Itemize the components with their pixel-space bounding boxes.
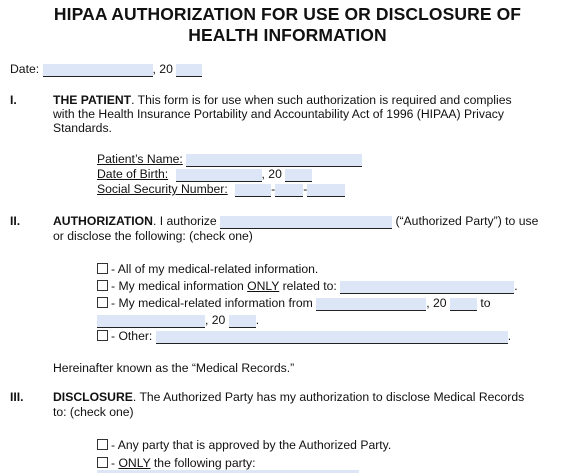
section-2-numeral: II. [10, 214, 21, 228]
date-label: Date: [10, 62, 40, 76]
checkbox-only-related[interactable] [97, 280, 108, 291]
option-other-period: . [507, 329, 512, 343]
section-1-line-1 [53, 93, 512, 107]
disclosure-any-label: - Any party that is approved by the Authorized Party. [111, 438, 392, 452]
ssn-dash-2: - [303, 182, 308, 196]
range-from-year-prefix: , 20 [426, 296, 447, 310]
ssn-row [97, 182, 345, 197]
authorization-option-only [97, 279, 518, 294]
ssn-label: Social Security Number: [97, 182, 228, 196]
document-title-line-1: HIPAA AUTHORIZATION FOR USE OR DISCLOSURE OF [53, 4, 522, 24]
section-3-text-1: . The Authorized Party has my authorization to disclose Medical Records [132, 390, 525, 404]
section-3-line-2: to: (check one) [53, 405, 134, 419]
date-row [10, 62, 202, 77]
patient-name-field[interactable] [186, 154, 362, 167]
ssn-part-3-field[interactable] [307, 184, 345, 197]
checkbox-date-range[interactable] [97, 297, 108, 308]
section-2-heading: AUTHORIZATION [53, 214, 153, 228]
authorized-party-field[interactable] [220, 216, 392, 229]
disclosure-option-only [97, 456, 256, 470]
other-field[interactable] [156, 331, 508, 344]
date-year-prefix: , 20 [152, 62, 173, 76]
checkbox-any-party[interactable] [97, 439, 108, 450]
document-title-line-2: HEALTH INFORMATION [188, 25, 387, 45]
authorization-option-date-range-cont [97, 313, 259, 328]
authorization-option-date-range [97, 296, 491, 311]
disclosure-option-any [97, 438, 391, 452]
section-3-numeral: III. [10, 390, 24, 404]
section-2-authorize-text: . I authorize [152, 214, 217, 228]
dob-label: Date of Birth: [97, 167, 169, 181]
section-2-line-1 [53, 214, 538, 229]
section-1-line-2: with the Health Insurance Portability and Accountability Act of 1996 (HIPAA) Privacy [53, 107, 504, 121]
section-1-numeral: I. [10, 93, 17, 107]
range-to-field[interactable] [97, 315, 205, 328]
section-1-text-1: . This form is for use when such authorization is required and complies [131, 93, 512, 107]
section-3-heading: DISCLOSURE [53, 390, 133, 404]
option-range-label: - My medical-related information from [111, 296, 313, 310]
checkbox-all-info[interactable] [97, 263, 108, 274]
option-only-period: . [514, 279, 518, 293]
range-to-year-prefix: , 20 [205, 313, 226, 327]
dob-year-prefix: , 20 [261, 167, 282, 181]
disclosure-only-post: the following party: [150, 456, 256, 470]
authorization-option-other [97, 329, 511, 344]
disclosure-only-pre: - [111, 456, 119, 470]
ssn-dash-1: - [271, 182, 276, 196]
option-only-post: related to: [279, 279, 337, 293]
patient-name-row [97, 152, 362, 167]
ssn-part-2-field[interactable] [275, 184, 303, 197]
range-to-year-field[interactable] [229, 315, 256, 328]
option-only-pre: - My medical information [111, 279, 248, 293]
option-other-label: - Other: [111, 329, 153, 343]
dob-year-field[interactable] [285, 169, 312, 182]
section-1-line-3: Standards. [53, 121, 112, 135]
section-3-line-1 [53, 390, 524, 404]
related-to-field[interactable] [340, 281, 514, 294]
range-from-year-field[interactable] [450, 298, 477, 311]
option-only-emphasis: ONLY [247, 279, 280, 293]
checkbox-other[interactable] [97, 330, 108, 341]
patient-name-label: Patient’s Name: [97, 152, 183, 166]
section-1-heading: THE PATIENT [53, 93, 132, 107]
hereinafter-text: Hereinafter known as the “Medical Records.” [53, 361, 295, 375]
section-2-party-suffix: (“Authorized Party”) to use [395, 214, 539, 228]
authorization-option-all [97, 262, 318, 276]
date-field[interactable] [43, 64, 153, 77]
section-2-line-2: or disclose the following: (check one) [53, 229, 253, 243]
dob-row [97, 167, 312, 182]
range-to-period: . [255, 313, 260, 327]
ssn-part-1-field[interactable] [235, 184, 271, 197]
range-to-label: to [480, 296, 491, 310]
option-all-label: - All of my medical-related information. [111, 262, 319, 276]
checkbox-only-party[interactable] [97, 457, 108, 468]
disclosure-only-emphasis: ONLY [118, 456, 151, 470]
range-from-field[interactable] [316, 298, 426, 311]
dob-field[interactable] [176, 169, 262, 182]
date-year-field[interactable] [176, 64, 202, 77]
